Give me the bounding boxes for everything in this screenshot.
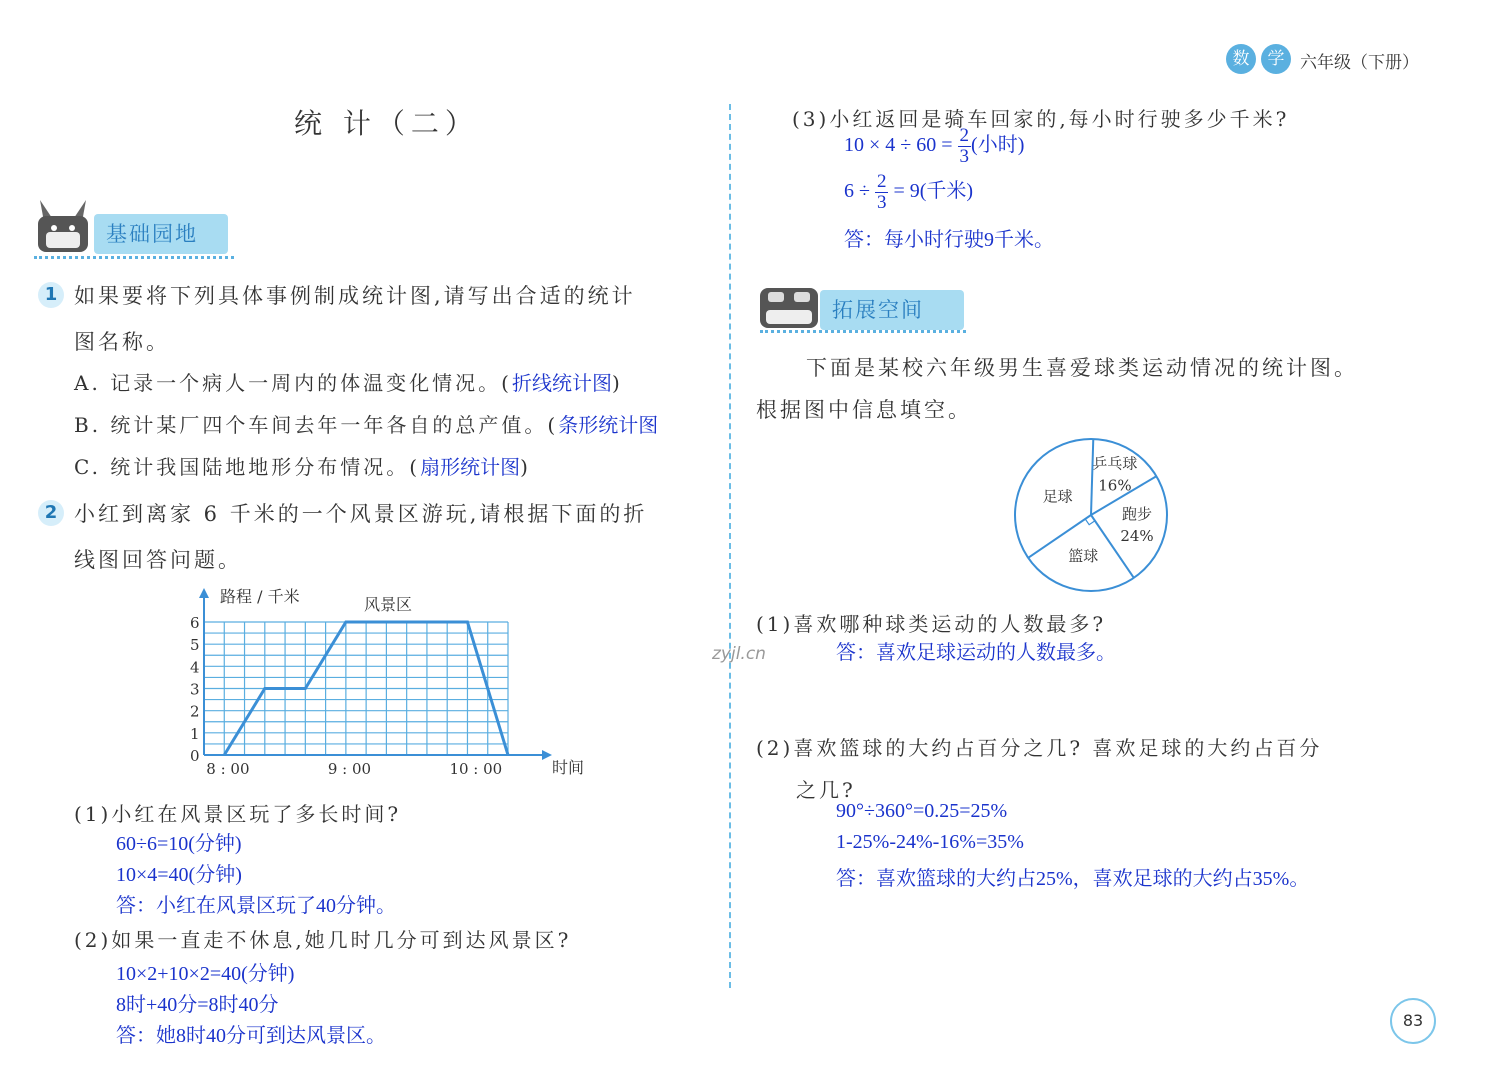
q1-option-a-close: ) xyxy=(611,371,623,395)
q1-option-a-text: A. 记录一个病人一周内的体温变化情况。( xyxy=(74,371,512,395)
q2-sub3-fraction1: $\frac{2}{3}$ xyxy=(959,125,970,167)
q3-sub2-question-cont: 之几? xyxy=(796,778,856,802)
q2-sub1-answer1: 60÷6=10(分钟) xyxy=(116,833,242,855)
pie-percent-label: 16% xyxy=(1098,476,1132,495)
pie-label: 跑步 xyxy=(1121,505,1153,524)
q3-sub2-answer2: 1-25%-24%-16%=35% xyxy=(836,831,1024,853)
q1-line1: 如果要将下列具体事例制成统计图,请写出合适的统计 xyxy=(74,284,636,308)
q3-sub1-answer: 答：喜欢足球运动的人数最多。 xyxy=(836,642,1116,664)
mascot-icon xyxy=(34,196,92,254)
mascot-icon-2 xyxy=(758,284,820,330)
pie-label: 篮球 xyxy=(1068,547,1099,566)
section-underline xyxy=(34,256,234,259)
q2-sub3-answer2 xyxy=(844,172,973,213)
column-divider xyxy=(729,104,731,988)
section-banner-extension: 拓展空间 xyxy=(820,290,964,330)
y-tick-label: 2 xyxy=(190,702,200,721)
y-tick-label: 4 xyxy=(190,658,200,677)
q2-line2: 线图回答问题。 xyxy=(74,548,242,572)
q3-sub2-question: (2)喜欢篮球的大约占百分之几? 喜欢足球的大约占百分 xyxy=(756,736,1323,760)
x-axis-arrow xyxy=(542,750,552,760)
y-tick-label: 3 xyxy=(190,680,200,699)
q2-sub1-answer2: 10×4=40(分钟) xyxy=(116,864,242,886)
y-tick-label: 0 xyxy=(190,747,200,765)
q2-sub3-answer1-left: 10 × 4 ÷ 60 = xyxy=(844,134,953,157)
x-tick-label: 10 : 00 xyxy=(449,760,503,778)
y-tick-label: 6 xyxy=(190,614,200,632)
pie-label: 乒乓球 xyxy=(1092,454,1138,473)
section-banner-basics: 基础园地 xyxy=(94,214,228,254)
q1-option-c-close: ) xyxy=(520,455,531,479)
q3-sub2-answer3: 答：喜欢篮球的大约占25%，喜欢足球的大约占35%。 xyxy=(836,868,1310,890)
line-chart-grid xyxy=(204,622,508,755)
q1-option-c xyxy=(74,451,531,480)
pie-chart xyxy=(1008,432,1174,598)
line-chart xyxy=(180,580,600,785)
page-number: 83 xyxy=(1390,998,1436,1044)
line-chart-ylabel: 路程 / 千米 xyxy=(220,587,300,606)
q3-intro2: 根据图中信息填空。 xyxy=(756,398,972,422)
q2-sub3-question: (3)小红返回是骑车回家的,每小时行驶多少千米? xyxy=(792,107,1290,131)
header-grade: 六年级（下册） xyxy=(1300,53,1419,73)
question-number-2: 2 xyxy=(38,500,64,526)
q3-sub1-question: (1)喜欢哪种球类运动的人数最多? xyxy=(756,612,1107,636)
q2-line1: 小红到离家 6 千米的一个风景区游玩,请根据下面的折 xyxy=(74,502,648,526)
x-tick-label: 9 : 00 xyxy=(327,760,372,778)
y-axis-arrow xyxy=(199,588,209,598)
watermark: zyjl.cn xyxy=(712,644,766,664)
q1-option-a xyxy=(74,367,623,396)
q1-option-b-text: B. 统计某厂四个车间去年一年各自的总产值。( xyxy=(74,413,559,437)
pie-percent-label: 24% xyxy=(1120,527,1154,546)
q2-sub2-answer3: 答：她8时40分可到达风景区。 xyxy=(116,1025,386,1047)
line-chart-xlabel: 时间 xyxy=(552,758,585,777)
q1-line2: 图名称。 xyxy=(74,330,170,354)
q2-sub3-answer2-right: = 9(千米) xyxy=(893,180,974,203)
page-title: 统 计（二） xyxy=(294,107,479,140)
q2-sub3-answer2-left: 6 ÷ xyxy=(844,180,870,203)
question-number-1: 1 xyxy=(38,282,64,308)
x-tick-label: 8 : 00 xyxy=(206,760,250,778)
pie-label: 足球 xyxy=(1042,487,1073,506)
q2-sub2-answer1: 10×2+10×2=40(分钟) xyxy=(116,963,295,985)
q2-sub3-answer1 xyxy=(844,126,1024,167)
q2-sub2-answer2: 8时+40分=8时40分 xyxy=(116,994,279,1016)
q1-option-c-text: C. 统计我国陆地地形分布情况。( xyxy=(74,455,421,479)
q1-option-b-answer: 条形统计图 xyxy=(558,415,659,437)
q2-sub3-answer3: 答：每小时行驶9千米。 xyxy=(844,229,1054,251)
q2-sub3-answer1-unit: (小时) xyxy=(971,134,1025,157)
q2-sub3-fraction2: $\frac{2}{3}$ xyxy=(876,171,887,213)
y-tick-label: 1 xyxy=(190,724,200,743)
q3-intro1: 下面是某校六年级男生喜爱球类运动情况的统计图。 xyxy=(806,356,1358,380)
q3-sub2-answer1: 90°÷360°=0.25=25% xyxy=(836,800,1008,822)
q1-option-b xyxy=(74,409,658,438)
q2-sub1-question: (1)小红在风景区玩了多长时间? xyxy=(74,802,402,826)
section-underline-2 xyxy=(760,330,966,333)
header-badge-math2: 学 xyxy=(1261,44,1291,74)
q1-option-a-answer: 折线统计图 xyxy=(511,373,612,395)
y-tick-label: 5 xyxy=(190,636,200,655)
q2-sub2-question: (2)如果一直走不休息,她几时几分可到达风景区? xyxy=(74,928,572,952)
header-badge-math1: 数 xyxy=(1226,44,1256,74)
q1-option-c-answer: 扇形统计图 xyxy=(420,457,521,479)
q2-sub1-answer3: 答：小红在风景区玩了40分钟。 xyxy=(116,895,396,917)
line-chart-annotation: 风景区 xyxy=(364,595,413,614)
